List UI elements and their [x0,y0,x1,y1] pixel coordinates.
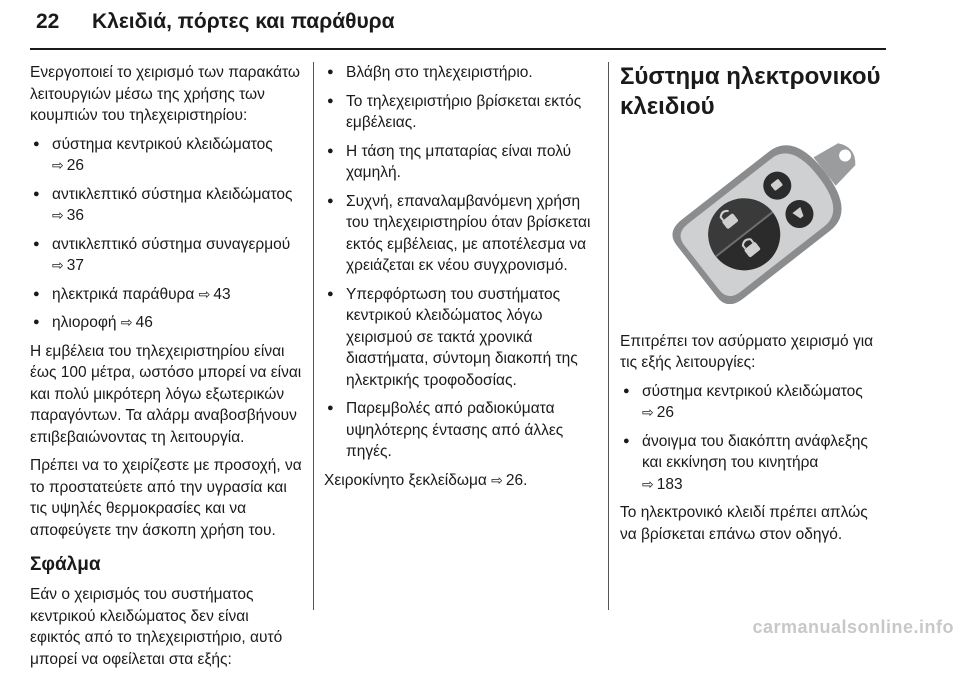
list-item: ● ηλιοροφή ⇨ 46 [30,312,302,334]
column-divider [313,62,314,610]
list-item: ● Παρεμβολές από ραδιοκύματα υψηλότερης έντασης από άλλες πηγές. [324,398,600,463]
page-reference[interactable]: ⇨ 26 [52,157,84,174]
page-number: 22 [36,10,60,33]
fault-cause-list [324,62,600,463]
header-rule [30,48,886,50]
chapter-title: Κλειδιά, πόρτες και παράθυρα [92,10,395,33]
manual-unlock-paragraph: Χειροκίνητο ξεκλείδωμα ⇨ 26. [324,471,528,489]
list-item: ● Το τηλεχειριστήριο βρίσκεται εκτός εμβέλειας. [324,91,600,134]
list-item: ● Η τάση της μπαταρίας είναι πολύ χαμηλή. [324,141,600,184]
page-reference[interactable]: ⇨ 37 [52,257,84,274]
watermark: carmanualsonline.info [752,617,954,637]
section-title: Σύστημα ηλεκτρονικού κλειδιού [620,63,881,120]
arrow-right-icon: ⇨ [198,285,211,302]
key-intro-paragraph: Επιτρέπει τον ασύρματο χειρισμό για τις εξής λειτουργίες: [620,332,874,371]
range-paragraph: Η εμβέλεια του τηλεχειριστηρίου είναι έως 100 μέτρα, ωστόσο μπορεί να είναι και πολύ μικρότερη λόγω εξωτερικών παραγόντων. Τα αλάρμ αναβοσβήνουν επιβεβαιώνοντας τη λειτουργία. [30,342,302,446]
care-paragraph: Πρέπει να το χειρίζεστε με προσοχή, να το προστατεύετε από την υγρασία και τις υψηλές θερμοκρασίες και να αποφεύγετε την άσκοπη χρήση του. [30,457,302,539]
list-item: ● αντικλεπτικό σύστημα συναγερμού ⇨ 37 [30,234,302,277]
list-item: ● σύστημα κεντρικού κλειδώματος ⇨ 26 [30,134,302,177]
list-item: ● άνοιγμα του διακόπτη ανάφλεξης και εκκίνηση του κινητήρα ⇨ 183 [620,431,888,496]
fault-paragraph: Εάν ο χειρισμός του συστήματος κεντρικού κλειδώματος δεν είναι εφικτός από το τηλεχειριστήριο, αυτό μπορεί να οφείλεται στα εξής: [30,586,283,668]
column-2 [324,62,600,498]
page-reference[interactable]: ⇨ 183 [642,475,683,493]
arrow-right-icon: ⇨ [52,207,64,223]
column-1 [30,62,302,677]
page-reference[interactable]: ⇨ 43 [198,285,231,303]
list-item: ● Υπερφόρτωση του συστήματος κεντρικού κλειδώματος λόγω χειρισμού σε τακτά χρονικά διαστήματα, σύντομη διακοπή της ηλεκτρικής τροφοδοσίας. [324,284,600,392]
column-divider [608,62,609,610]
key-function-list [620,381,888,496]
page-reference[interactable]: ⇨ 26. [491,471,528,489]
function-list [30,134,302,334]
arrow-right-icon: ⇨ [642,404,654,420]
page-reference[interactable]: ⇨ 36 [52,207,84,224]
page-reference[interactable]: ⇨ 26 [642,404,674,421]
arrow-right-icon: ⇨ [642,475,654,492]
arrow-right-icon: ⇨ [491,471,503,488]
list-item: ● αντικλεπτικό σύστημα κλειδώματος ⇨ 36 [30,184,302,227]
list-item: ● Βλάβη στο τηλεχειριστήριο. [324,62,600,84]
fault-heading: Σφάλμα [30,554,101,575]
list-item: ● σύστημα κεντρικού κλειδώματος ⇨ 26 [620,381,888,424]
list-item: ● ηλεκτρικά παράθυρα ⇨ 43 [30,284,302,306]
arrow-right-icon: ⇨ [52,157,64,173]
list-item: ● Συχνή, επαναλαμβανόμενη χρήση του τηλεχειριστηρίου όταν βρίσκεται εκτός εμβέλειας, με αποτέλεσμα να χρειάζεται εκ νέου συγχρονισμό. [324,191,600,277]
electronic-key-image [620,134,886,304]
page-reference[interactable]: ⇨ 46 [120,314,153,331]
intro-paragraph: Ενεργοποιεί το χειρισμό των παρακάτω λειτουργιών μέσω της χρήσης των κουμπιών του τηλεχειριστηρίου: [30,64,300,124]
closing-paragraph: Το ηλεκτρονικό κλειδί πρέπει απλώς να βρίσκεται επάνω στον οδηγό. [620,504,868,543]
arrow-right-icon: ⇨ [52,257,64,273]
page-header [30,0,886,52]
column-3 [620,62,888,552]
arrow-right-icon: ⇨ [120,314,133,330]
